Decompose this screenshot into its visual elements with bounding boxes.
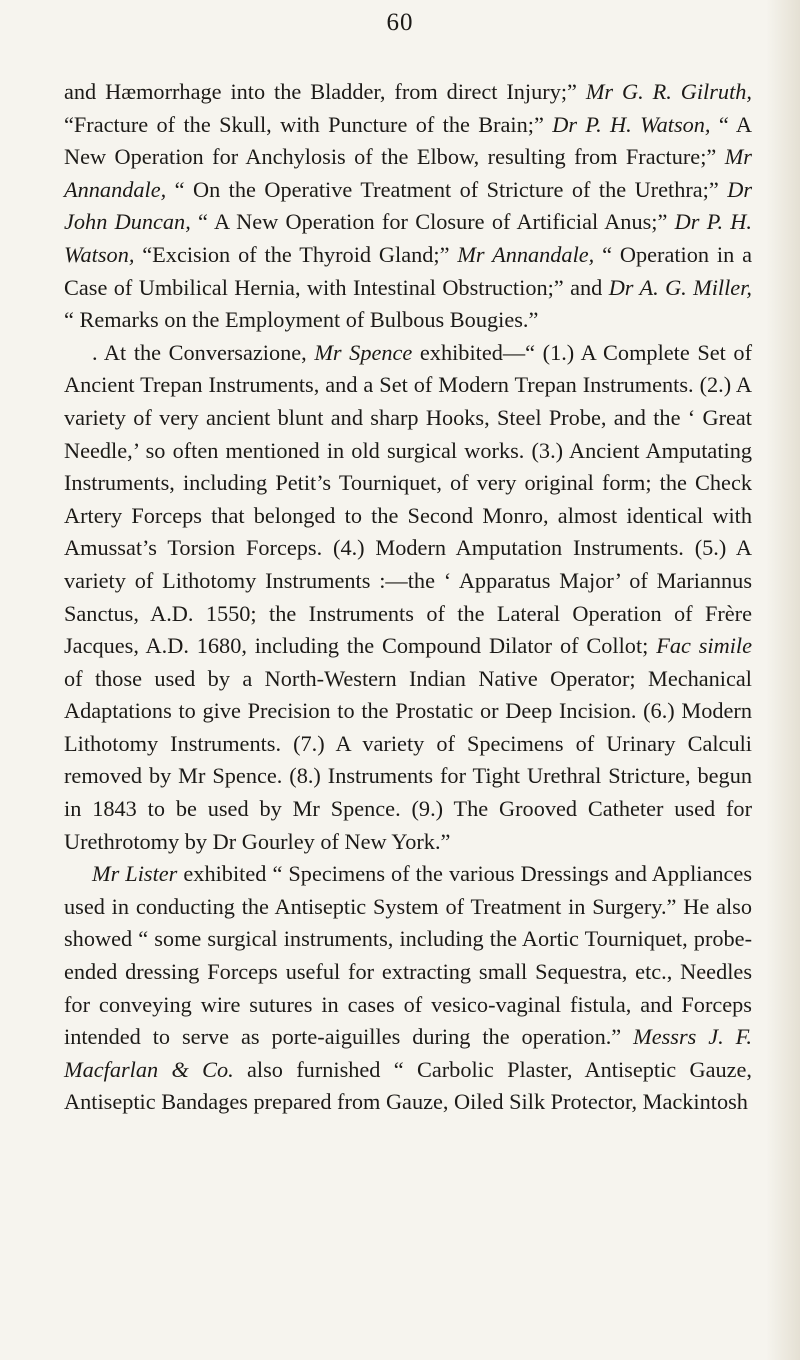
- italic-name: Mr Spence: [314, 339, 413, 365]
- paragraph-2: [64, 337, 752, 859]
- italic-name: Mr Lister: [92, 861, 178, 887]
- text-segment: “ Operation in a Case of Umbilical Hernia, with Intestinal Obstruction;” and: [64, 241, 752, 300]
- text-segment: “ On the Operative Treatment of Stricture of the Urethra;”: [166, 176, 728, 202]
- italic-name: Dr P. H. Watson,: [64, 209, 752, 267]
- italic-name: Dr A. G. Miller,: [608, 274, 752, 300]
- body-text: [64, 76, 752, 1119]
- text-segment: “ A New Operation for Anchylosis of the Elbow, resulting from Fracture;”: [64, 111, 753, 170]
- italic-name: Messrs J. F. Macfarlan & Co.: [64, 1024, 752, 1082]
- italic-name: Mr Annandale,: [64, 144, 752, 202]
- text-segment: exhibited—“ (1.) A Complete Set of Ancient Trepan Instruments, and a Set of Modern Trepan Instruments. (2.) A variety of very ancient blunt and sharp Hooks, Steel Probe, and the ‘ Great Needle,’ so often mentioned in old surgical works. (3.) Ancient Amputating Instruments, including Petit’s Tourniquet, of very original form; the Check Artery Forceps that belonged to the Second Monro, almost identical with Amussat’s Torsion Forceps. (4.) Modern Amputation Instruments. (5.) A variety of Lithotomy Instruments :—the ‘ Apparatus Major’ of Mariannus Sanctus, A.D. 1550; the Instruments of the Lateral Operation of Frère Jacques, A.D. 1680, including the Compound Dilator of Collot;: [64, 339, 752, 659]
- italic-name: Dr P. H. Watson,: [552, 111, 711, 137]
- italic-name: Fac simile: [656, 633, 753, 659]
- text-segment: “ A New Operation for Closure of Artificial Anus;”: [190, 209, 675, 235]
- italic-name: Dr John Duncan,: [64, 176, 752, 235]
- italic-name: Mr Annandale,: [457, 241, 595, 267]
- paragraph-3: [64, 858, 752, 1119]
- italic-name: Mr G. R. Gilruth,: [585, 79, 752, 104]
- text-segment: “ Remarks on the Employment of Bulbous Bougies.”: [64, 307, 539, 333]
- text-segment: “Fracture of the Skull, with Puncture of the Brain;”: [64, 111, 553, 137]
- text-segment: . At the Conversazione,: [92, 339, 315, 365]
- text-segment: of those used by a North-Western Indian Native Operator; Mechanical Adaptations to give Precision to the Prostatic or Deep Incision. (6.) Modern Lithotomy Instruments. (7.) A variety of Specimens of Urinary Calculi removed by Mr Spence. (8.) Instruments for Tight Urethral Stricture, begun in 1843 to be used by Mr Spence. (9.) The Grooved Catheter used for Urethrotomy by Dr Gourley of New York.”: [64, 665, 752, 854]
- page-number: 60: [386, 9, 414, 36]
- paragraph-1: [64, 76, 752, 337]
- page-edge-shadow: [766, 0, 800, 1360]
- text-segment: “Excision of the Thyroid Gland;”: [134, 241, 458, 267]
- text-segment: also furnished “ Carbolic Plaster, Antiseptic Gauze, Antiseptic Bandages prepared from Gauze, Oiled Silk Protector, Mackintosh: [64, 1056, 752, 1115]
- text-segment: and Hæmorrhage into the Bladder, from direct Injury;”: [64, 79, 586, 104]
- text-segment: exhibited “ Specimens of the various Dressings and Appliances used in conducting the Antiseptic System of Treatment in Surgery.” He also showed “ some surgical instruments, including the Aortic Tourniquet, probe-ended dressing Forceps useful for extracting small Sequestra, etc., Needles for conveying wire sutures in cases of vesico-vaginal fistula, and Forceps intended to serve as porte-aiguilles during the operation.”: [64, 861, 752, 1050]
